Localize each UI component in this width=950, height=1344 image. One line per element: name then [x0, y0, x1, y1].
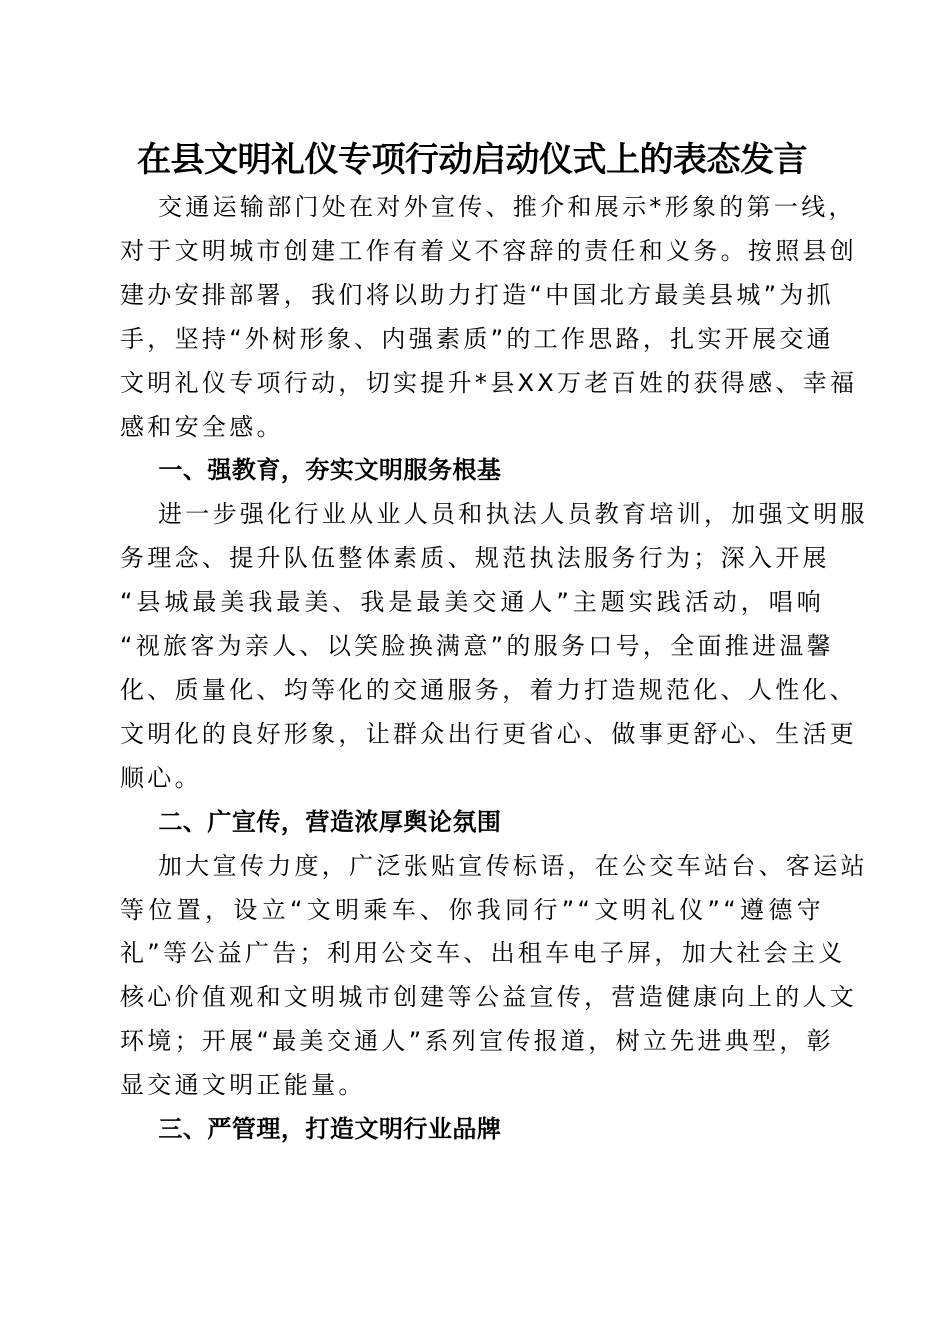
text-line: “视旅客为亲人、以笑脸换满意”的服务口号，全面推进温馨: [120, 632, 834, 661]
text-line: “县城最美我最美、我是最美交通人”主题实践活动，唱响: [120, 588, 824, 617]
text-line: 进一步强化行业从业人员和执法人员教育培训，加强文明服: [158, 500, 868, 529]
text-line: 务理念、提升队伍整体素质、规范执法服务行为；深入开展: [120, 544, 830, 573]
document-page: [120, 134, 868, 1152]
text-line: 手，坚持“外树形象、内强素质”的工作思路，扎实开展交通: [120, 324, 834, 353]
text-line: 化、质量化、均等化的交通服务，着力打造规范化、人性化、: [120, 675, 858, 704]
text-line: 加大宣传力度，广泛张贴宣传标语，在公交车站台、客运站: [158, 851, 868, 880]
text-line: 环境；开展“最美交通人”系列宣传报道，树立先进典型，彰: [120, 1027, 834, 1056]
text-line: 顺心。: [120, 763, 202, 792]
text-line: 核心价值观和文明城市创建等公益宣传，营造健康向上的人文: [120, 983, 858, 1012]
document-title: 在县文明礼仪专项行动启动仪式上的表态发言: [137, 140, 807, 180]
section-heading-1: 一、强教育，夯实文明服务根基: [158, 456, 502, 485]
text-line: 等位置，设立“文明乘车、你我同行”“文明礼仪”“遵德守: [120, 895, 824, 924]
text-line: 显交通文明正能量。: [120, 1071, 366, 1100]
text-line: 交通运输部门处在对外宣传、推介和展示*形象的第一线，: [158, 193, 856, 221]
text-line: 礼”等公益广告；利用公交车、出租车电子屏，加大社会主义: [120, 939, 846, 968]
text-line: 对于文明城市创建工作有着义不容辞的责任和义务。按照县创: [120, 236, 858, 265]
section-heading-2: 二、广宣传，营造浓厚舆论氛围: [158, 807, 502, 836]
section-heading-3: 三、严管理，打造文明行业品牌: [158, 1115, 502, 1144]
intro-paragraph: [120, 186, 858, 449]
section-paragraph-1: [120, 493, 868, 800]
text-line: 建办安排部署，我们将以助力打造“中国北方最美县城”为抓: [120, 280, 834, 309]
text-line: 文明礼仪专项行动，切实提升*县XX万老百姓的获得感、幸福: [120, 368, 858, 397]
text-line: 文明化的良好形象，让群众出行更省心、做事更舒心、生活更: [120, 719, 858, 748]
section-paragraph-2: [120, 845, 868, 1108]
text-line: 感和安全感。: [120, 412, 284, 441]
